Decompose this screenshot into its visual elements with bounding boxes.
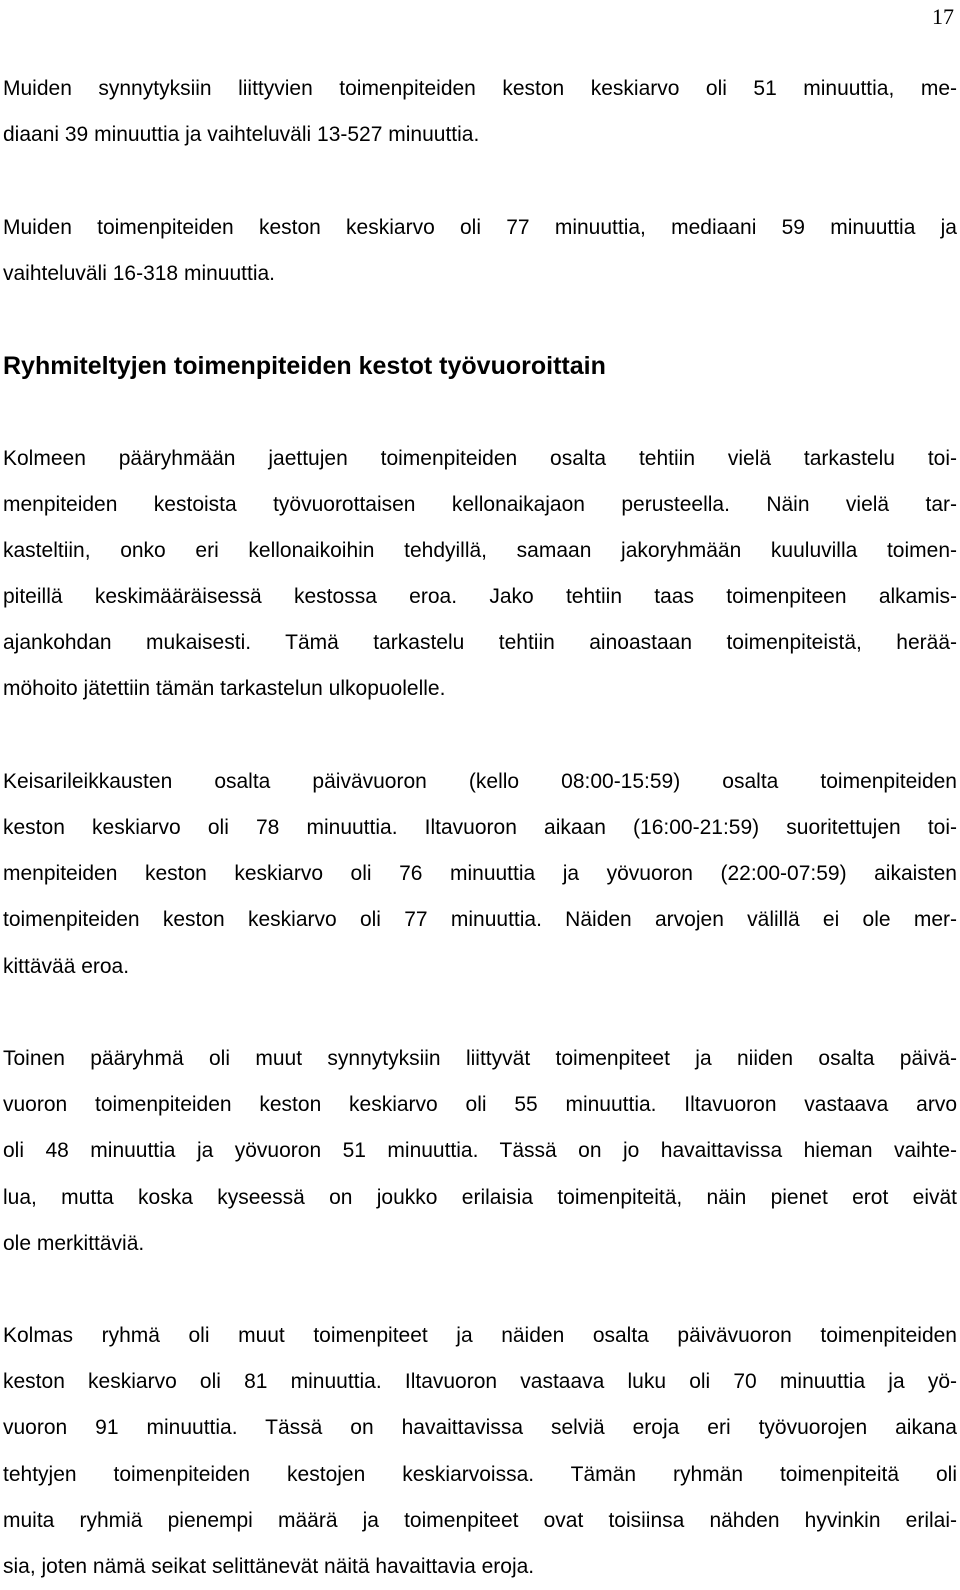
- text-line: keston keskiarvo oli 81 minuuttia. Iltavuoron vastaava luku oli 70 minuuttia ja yö-: [3, 1370, 957, 1394]
- text-line: toimenpiteiden keston keskiarvo oli 77 minuuttia. Näiden arvojen välillä ei ole mer-: [3, 908, 957, 932]
- text-line: kasteltiin, onko eri kellonaikoihin tehdyillä, samaan jakoryhmään kuuluvilla toimen-: [3, 538, 957, 562]
- text-line: vaihteluväli 16-318 minuuttia.: [3, 261, 275, 285]
- section-heading: Ryhmiteltyjen toimenpiteiden kestot työvuoroittain: [3, 352, 606, 381]
- text-line: kittävää eroa.: [3, 954, 130, 978]
- paragraph: [3, 436, 957, 713]
- paragraph: [3, 1313, 957, 1590]
- text-line: möhoito jätettiin tämän tarkastelun ulkopuolelle.: [3, 677, 446, 701]
- paragraph: [3, 66, 957, 158]
- text-line: piteillä keskimääräisessä kestossa eroa. Jako tehtiin taas toimenpiteen alkamis-: [3, 585, 957, 609]
- text-line: Toinen pääryhmä oli muut synnytyksiin liittyvät toimenpiteet ja niiden osalta päivä-: [3, 1046, 957, 1070]
- text-line: ajankohdan mukaisesti. Tämä tarkastelu tehtiin ainoastaan toimenpiteistä, herää-: [3, 631, 957, 655]
- text-line: muita ryhmiä pienempi määrä ja toimenpiteet ovat toisiinsa nähden hyvinkin erilai-: [3, 1508, 957, 1532]
- text-line: ole merkittäviä.: [3, 1231, 145, 1255]
- text-line: oli 48 minuuttia ja yövuoron 51 minuuttia. Tässä on jo havaittavissa hieman vaihte-: [3, 1139, 957, 1163]
- text-line: menpiteiden keston keskiarvo oli 76 minuuttia ja yövuoron (22:00-07:59) aikaisten: [3, 862, 957, 886]
- text-line: Muiden synnytyksiin liittyvien toimenpiteiden keston keskiarvo oli 51 minuuttia, me-: [3, 77, 957, 100]
- text-line: Kolmeen pääryhmään jaettujen toimenpiteiden osalta tehtiin vielä tarkastelu toi-: [3, 446, 957, 470]
- text-line: Muiden toimenpiteiden keston keskiarvo oli 77 minuuttia, mediaani 59 minuuttia ja: [3, 215, 957, 239]
- text-line: vuoron toimenpiteiden keston keskiarvo oli 55 minuuttia. Iltavuoron vastaava arvo: [3, 1093, 957, 1117]
- document-body: [3, 66, 957, 1590]
- text-line: sia, joten nämä seikat selittänevät näitä havaittavia eroja.: [3, 1555, 535, 1578]
- paragraph: [3, 1036, 957, 1267]
- paragraph: [3, 759, 957, 990]
- paragraph: [3, 205, 957, 297]
- text-line: Keisarileikkausten osalta päivävuoron (kello 08:00-15:59) osalta toimenpiteiden: [3, 769, 957, 793]
- text-line: lua, mutta koska kyseessä on joukko erilaisia toimenpiteitä, näin pienet erot eivät: [3, 1185, 957, 1209]
- text-line: menpiteiden kestoista työvuorottaisen kellonaikajaon perusteella. Näin vielä tar-: [3, 492, 957, 516]
- text-line: tehtyjen toimenpiteiden kestojen keskiarvoissa. Tämän ryhmän toimenpiteitä oli: [3, 1462, 957, 1486]
- text-line: Kolmas ryhmä oli muut toimenpiteet ja näiden osalta päivävuoron toimenpiteiden: [3, 1324, 957, 1348]
- text-line: vuoron 91 minuuttia. Tässä on havaittavissa selviä eroja eri työvuorojen aikana: [3, 1416, 957, 1440]
- page-number: 17: [932, 4, 954, 29]
- text-line: diaani 39 minuuttia ja vaihteluväli 13-527 minuuttia.: [3, 123, 480, 147]
- text-line: keston keskiarvo oli 78 minuuttia. Iltavuoron aikaan (16:00-21:59) suoritettujen toi-: [3, 816, 957, 839]
